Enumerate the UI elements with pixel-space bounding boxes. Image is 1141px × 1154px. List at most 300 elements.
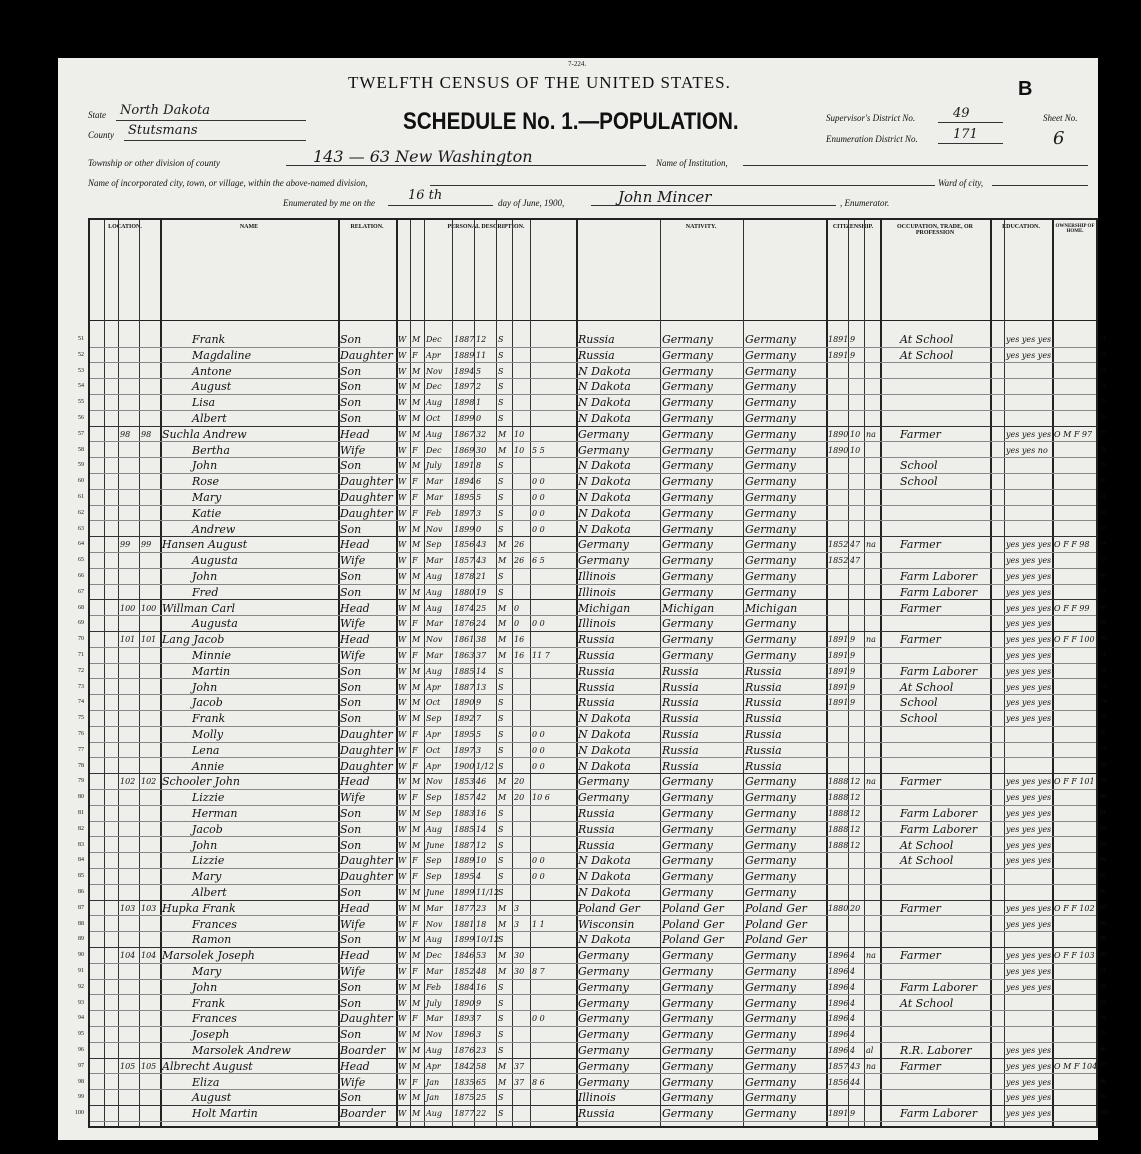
cell-dw: 101	[120, 635, 136, 645]
row-number: 62	[78, 509, 84, 516]
cell-my: 0	[514, 603, 520, 613]
cell-ys: 20	[850, 903, 861, 913]
table-row	[78, 443, 1106, 459]
cell-mo: Sep	[426, 872, 442, 882]
cell-b1: N Dakota	[578, 396, 631, 410]
cell-yr: 1853	[454, 777, 475, 787]
table-row	[78, 553, 1106, 569]
cell-b2: Germany	[662, 1028, 713, 1042]
cell-my: 3	[514, 919, 520, 929]
cell-occ: Farm Laborer	[900, 664, 978, 678]
cell-dw: 105	[120, 1061, 136, 1071]
cell-age: 1/12	[476, 761, 494, 771]
cell-m: S	[498, 366, 504, 376]
enumerated-label: Enumerated by me on the	[283, 198, 375, 208]
cell-s: M	[412, 524, 421, 534]
row-number: 73	[78, 683, 84, 690]
supervisor-label: Supervisor's District No.	[826, 113, 916, 123]
row-number: 94	[78, 1015, 84, 1022]
cell-s: M	[412, 1109, 421, 1119]
cell-my: 16	[514, 635, 525, 645]
cell-dw: 99	[120, 540, 131, 550]
cell-rel: Daughter	[340, 759, 393, 773]
cell-yr: 1874	[454, 603, 475, 613]
row-number-right: 58	[1100, 446, 1106, 453]
cell-imm: 1896	[828, 982, 849, 992]
cell-yn: yes yes yes	[1006, 967, 1052, 976]
table-row	[78, 348, 1106, 364]
cell-b3: Poland Ger	[745, 933, 807, 947]
cell-c: W	[398, 477, 407, 487]
cell-b3: Russia	[745, 728, 782, 741]
cell-mo: Sep	[426, 540, 442, 550]
cell-b3: Germany	[745, 791, 796, 805]
cell-ch: 8 7	[532, 967, 545, 976]
cell-s: M	[412, 951, 421, 961]
cell-occ: Farmer	[900, 601, 941, 615]
cell-m: S	[498, 824, 504, 834]
cell-b3: Poland Ger	[745, 917, 807, 931]
cell-b1: Germany	[578, 775, 629, 789]
cell-s: M	[412, 366, 421, 376]
cell-name: Mary	[192, 491, 222, 504]
cell-age: 5	[476, 730, 482, 739]
cell-imm: 1888	[828, 793, 849, 803]
cell-b3: Germany	[745, 380, 796, 394]
enumeration-value: 171	[953, 127, 978, 142]
cell-fa: 101	[141, 635, 157, 645]
cell-yn: yes yes yes	[1006, 698, 1052, 708]
row-number-right: 91	[1100, 968, 1106, 974]
cell-age: 9	[476, 698, 482, 708]
cell-c: W	[398, 935, 407, 945]
supervisor-value: 49	[953, 106, 970, 121]
cell-m: S	[498, 935, 504, 945]
cell-imm: 1856	[828, 1077, 849, 1087]
cell-ch: 0 0	[532, 524, 545, 534]
cell-my: 20	[514, 793, 525, 803]
cell-rel: Boarder	[340, 1107, 386, 1121]
cell-occ: School	[900, 712, 938, 726]
cell-mo: Mar	[426, 477, 443, 487]
cell-m: S	[498, 398, 504, 408]
table-header	[90, 220, 1096, 321]
cell-own: O M F 97	[1054, 429, 1093, 439]
cell-s: F	[412, 745, 418, 755]
cell-c: W	[398, 856, 407, 866]
cell-rel: Son	[340, 570, 362, 583]
row-number: 54	[78, 383, 84, 390]
cell-name: Frances	[192, 1012, 237, 1026]
cell-b1: N Dakota	[578, 743, 631, 757]
cell-age: 58	[476, 1061, 487, 1071]
cell-b2: Germany	[662, 633, 713, 647]
row-number: 74	[78, 699, 84, 706]
cell-yr: 1863	[454, 651, 475, 660]
table-row	[78, 537, 1106, 553]
cell-c: W	[398, 919, 407, 929]
table-row	[78, 1027, 1106, 1043]
cell-b2: Russia	[662, 759, 699, 773]
cell-b1: Germany	[578, 965, 629, 978]
cell-b1: Russia	[578, 633, 615, 647]
cell-b1: N Dakota	[578, 933, 631, 947]
cell-yr: 1884	[454, 982, 475, 992]
row-number: 65	[78, 557, 84, 564]
cell-age: 8	[476, 461, 482, 471]
table-row	[78, 680, 1106, 696]
cell-occ: Farmer	[900, 901, 941, 915]
cell-ys: 9	[850, 350, 856, 360]
cell-occ: Farm Laborer	[900, 980, 978, 994]
cell-yn: yes yes yes	[1006, 1093, 1052, 1103]
cell-b1: Russia	[578, 1107, 615, 1121]
cell-c: W	[398, 888, 407, 897]
cell-mo: Aug	[426, 587, 443, 597]
cell-c: W	[398, 982, 407, 992]
cell-imm: 1880	[828, 903, 849, 913]
cell-b1: Russia	[578, 348, 615, 362]
cell-name: Hansen August	[162, 538, 248, 552]
cell-age: 16	[476, 982, 487, 992]
cell-yr: 1852	[454, 967, 475, 976]
cell-mo: Mar	[426, 903, 443, 913]
cell-yn: yes yes yes	[1006, 1077, 1052, 1087]
row-number-right: 82	[1100, 825, 1106, 832]
row-number-right: 79	[1100, 778, 1106, 785]
cell-m: S	[498, 714, 504, 724]
cell-yr: 1895	[454, 730, 475, 739]
cell-b2: Russia	[662, 743, 699, 757]
row-number: 55	[78, 399, 84, 406]
cell-m: S	[498, 572, 504, 581]
cell-b3: Germany	[745, 348, 796, 362]
cell-fa: 104	[141, 951, 157, 961]
row-number: 67	[78, 588, 84, 595]
cell-m: S	[498, 493, 504, 502]
township-value: 143 — 63 New Washington	[313, 147, 533, 166]
cell-rel: Wife	[340, 649, 366, 662]
enumerated-day: 16 th	[408, 188, 443, 203]
cell-yr: 1881	[454, 919, 475, 929]
table-row	[78, 695, 1106, 711]
cell-ys: 12	[850, 809, 861, 818]
row-number: 57	[78, 430, 84, 437]
cell-b3: Germany	[745, 1107, 796, 1121]
table-row	[78, 948, 1106, 964]
cell-imm: 1891	[828, 335, 849, 344]
cell-b2: Germany	[662, 585, 713, 599]
row-number: 93	[78, 999, 84, 1006]
cell-b2: Germany	[662, 364, 713, 378]
population-table	[75, 218, 1109, 1128]
cell-b1: Russia	[578, 333, 615, 346]
table-row	[78, 427, 1106, 443]
cell-m: S	[498, 698, 504, 708]
cell-c: W	[398, 761, 407, 771]
cell-b2: Germany	[662, 1075, 713, 1089]
cell-c: W	[398, 793, 407, 803]
cell-s: M	[412, 840, 421, 850]
cell-age: 46	[476, 777, 487, 787]
cell-my: 30	[514, 951, 525, 961]
cell-mo: Dec	[426, 951, 442, 961]
cell-c: W	[398, 1030, 407, 1040]
cell-ys: 10	[850, 445, 861, 455]
cell-b3: Germany	[745, 980, 796, 994]
sheet-no-value: 6	[1053, 128, 1065, 149]
row-number-right: 63	[1100, 525, 1106, 532]
cell-fa: 103	[141, 903, 157, 913]
cell-mo: Sep	[426, 809, 442, 818]
cell-age: 43	[476, 556, 487, 566]
cell-s: M	[412, 777, 421, 787]
cell-rel: Wife	[340, 1075, 366, 1089]
cell-rel: Head	[340, 601, 370, 615]
table-row	[78, 853, 1106, 869]
cell-b1: Germany	[578, 1059, 629, 1073]
table-row	[78, 458, 1106, 474]
ward-label: Ward of city,	[938, 178, 984, 188]
cell-s: M	[412, 603, 421, 613]
cell-b3: Germany	[745, 412, 796, 425]
table-row	[78, 601, 1106, 617]
table-rows	[75, 332, 1109, 1126]
table-row	[78, 822, 1106, 838]
cell-age: 32	[476, 429, 487, 439]
row-number: 70	[78, 636, 84, 643]
table-row	[78, 395, 1106, 411]
table-row	[78, 506, 1106, 522]
cell-s: F	[412, 477, 418, 487]
cell-m: S	[498, 840, 504, 850]
cell-m: M	[498, 903, 507, 913]
cell-b1: N Dakota	[578, 491, 631, 504]
cell-mo: Mar	[426, 619, 443, 629]
cell-ch: 0 0	[532, 508, 545, 518]
cell-b2: Germany	[662, 348, 713, 362]
cell-m: S	[498, 730, 504, 739]
cell-b2: Germany	[662, 396, 713, 410]
cell-s: M	[412, 935, 421, 945]
cell-name: Jacob	[192, 822, 223, 836]
cell-ys: 4	[850, 967, 856, 976]
cell-yn: yes yes no	[1006, 445, 1048, 455]
table-row	[78, 1075, 1106, 1091]
cell-s: M	[412, 382, 421, 392]
cell-b1: Germany	[578, 980, 629, 994]
cell-m: M	[498, 445, 507, 455]
cell-m: S	[498, 666, 504, 676]
cell-b3: Poland Ger	[745, 901, 807, 915]
cell-mo: Apr	[426, 761, 441, 771]
cell-name: Herman	[192, 807, 238, 820]
cell-rel: Daughter	[340, 743, 393, 757]
cell-yn: yes yes yes	[1006, 1061, 1052, 1071]
row-number-right: 86	[1100, 889, 1106, 895]
cell-yr: 1885	[454, 824, 475, 834]
cell-yr: 1878	[454, 572, 475, 581]
row-number-right: 69	[1100, 620, 1106, 627]
cell-imm: 1888	[828, 777, 849, 787]
cell-imm: 1888	[828, 840, 849, 850]
row-number: 88	[78, 920, 84, 927]
cell-s: M	[412, 698, 421, 708]
cell-ch: 0 0	[532, 619, 545, 629]
cell-ys: 44	[850, 1077, 861, 1087]
cell-b3: Germany	[745, 965, 796, 978]
cell-b1: N Dakota	[578, 380, 631, 394]
row-number: 76	[78, 731, 84, 737]
cell-rel: Daughter	[340, 1012, 393, 1026]
cell-occ: At School	[900, 680, 954, 694]
cell-occ: At School	[900, 348, 954, 362]
row-number: 56	[78, 415, 84, 421]
cell-b2: Russia	[662, 664, 699, 678]
cell-rel: Head	[340, 538, 370, 552]
row-number-right: 80	[1100, 794, 1106, 801]
cell-m: M	[498, 603, 507, 613]
cell-yn: yes yes yes	[1006, 951, 1052, 961]
cell-c: W	[398, 1061, 407, 1071]
cell-age: 5	[476, 366, 482, 376]
cell-b1: Germany	[578, 1012, 629, 1026]
cell-rel: Daughter	[340, 475, 393, 489]
cell-name: Rose	[192, 475, 220, 489]
cell-m: S	[498, 888, 504, 897]
cell-b1: N Dakota	[578, 759, 631, 773]
cell-mo: Feb	[426, 508, 441, 518]
cell-yr: 1897	[454, 508, 475, 518]
cell-b2: Germany	[662, 380, 713, 394]
cell-b1: Germany	[578, 996, 629, 1010]
cell-s: M	[412, 982, 421, 992]
table-row	[78, 632, 1106, 648]
row-number-right: 67	[1100, 588, 1106, 595]
cell-b2: Germany	[662, 570, 713, 583]
cell-imm: 1896	[828, 967, 849, 976]
cell-my: 26	[514, 556, 525, 566]
row-number-right: 94	[1100, 1015, 1106, 1022]
row-number-right: 74	[1100, 699, 1106, 706]
cell-ys: 4	[850, 951, 856, 961]
cell-m: M	[498, 777, 507, 787]
cell-s: M	[412, 809, 421, 818]
cell-b3: Germany	[745, 822, 796, 836]
cell-c: W	[398, 619, 407, 629]
row-number: 63	[78, 525, 84, 532]
cell-m: M	[498, 540, 507, 550]
cell-name: Lena	[192, 743, 220, 757]
cell-b1: Germany	[578, 1075, 629, 1089]
cell-b2: Germany	[662, 491, 713, 504]
row-number: 60	[78, 478, 84, 485]
cell-b1: N Dakota	[578, 854, 631, 868]
table-row	[78, 474, 1106, 490]
cell-yn: yes yes yes	[1006, 714, 1052, 724]
cell-c: W	[398, 445, 407, 455]
row-number: 66	[78, 573, 84, 579]
cell-m: S	[498, 508, 504, 518]
cell-name: Molly	[192, 728, 224, 741]
cell-s: F	[412, 1077, 418, 1087]
cell-name: August	[192, 380, 232, 394]
cell-s: M	[412, 540, 421, 550]
cell-name: John	[192, 980, 218, 994]
cell-b3: Germany	[745, 1044, 796, 1057]
cell-rel: Head	[340, 1059, 370, 1073]
cell-age: 10	[476, 856, 487, 866]
cell-m: M	[498, 556, 507, 566]
cell-my: 10	[514, 429, 525, 439]
cell-b3: Germany	[745, 570, 796, 583]
cell-mo: Mar	[426, 1014, 443, 1024]
row-number-right: 54	[1100, 383, 1106, 390]
cell-name: Annie	[192, 759, 225, 773]
cell-c: W	[398, 682, 407, 692]
state-value: North Dakota	[120, 103, 210, 118]
row-number: 51	[78, 336, 84, 342]
cell-b3: Russia	[745, 743, 782, 757]
cell-own: O F F 103	[1054, 951, 1095, 961]
cell-mo: Sep	[426, 856, 442, 866]
cell-rel: Son	[340, 333, 362, 346]
cell-rel: Son	[340, 1091, 362, 1105]
cell-nat: na	[866, 777, 876, 787]
cell-name: Frances	[192, 917, 237, 931]
cell-m: M	[498, 651, 507, 660]
cell-m: S	[498, 682, 504, 692]
cell-own: O M F 104	[1054, 1061, 1098, 1071]
row-number-right: 100	[1100, 1110, 1109, 1117]
cell-b1: N Dakota	[578, 506, 631, 520]
cell-yr: 1887	[454, 682, 475, 692]
cell-yn: yes yes yes	[1006, 809, 1052, 818]
table-row	[78, 759, 1106, 775]
cell-yr: 1885	[454, 666, 475, 676]
row-number: 84	[78, 857, 84, 864]
table-row	[78, 664, 1106, 680]
form-number: 7-224.	[568, 60, 587, 68]
cell-b3: Germany	[745, 585, 796, 599]
cell-ch: 1 1	[532, 919, 545, 929]
table-row	[78, 616, 1106, 632]
cell-name: Bertha	[192, 443, 230, 457]
cell-c: W	[398, 350, 407, 360]
cell-b1: N Dakota	[578, 870, 631, 884]
cell-dw: 100	[120, 603, 136, 613]
cell-my: 16	[514, 651, 525, 660]
cell-s: F	[412, 619, 418, 629]
row-number: 91	[78, 968, 84, 974]
cell-age: 14	[476, 824, 487, 834]
cell-s: M	[412, 335, 421, 344]
cell-b2: Germany	[662, 980, 713, 994]
row-number: 78	[78, 762, 84, 769]
cell-s: F	[412, 508, 418, 518]
cell-c: W	[398, 745, 407, 755]
cell-c: W	[398, 809, 407, 818]
cell-b3: Germany	[745, 996, 796, 1010]
cell-mo: Dec	[426, 335, 442, 344]
cell-occ: Farm Laborer	[900, 570, 978, 583]
row-number-right: 84	[1100, 857, 1106, 864]
cell-c: W	[398, 730, 407, 739]
cell-yn: yes yes yes	[1006, 651, 1052, 660]
cell-b3: Germany	[745, 443, 796, 457]
row-number: 61	[78, 494, 84, 500]
cell-b1: Germany	[578, 554, 629, 568]
